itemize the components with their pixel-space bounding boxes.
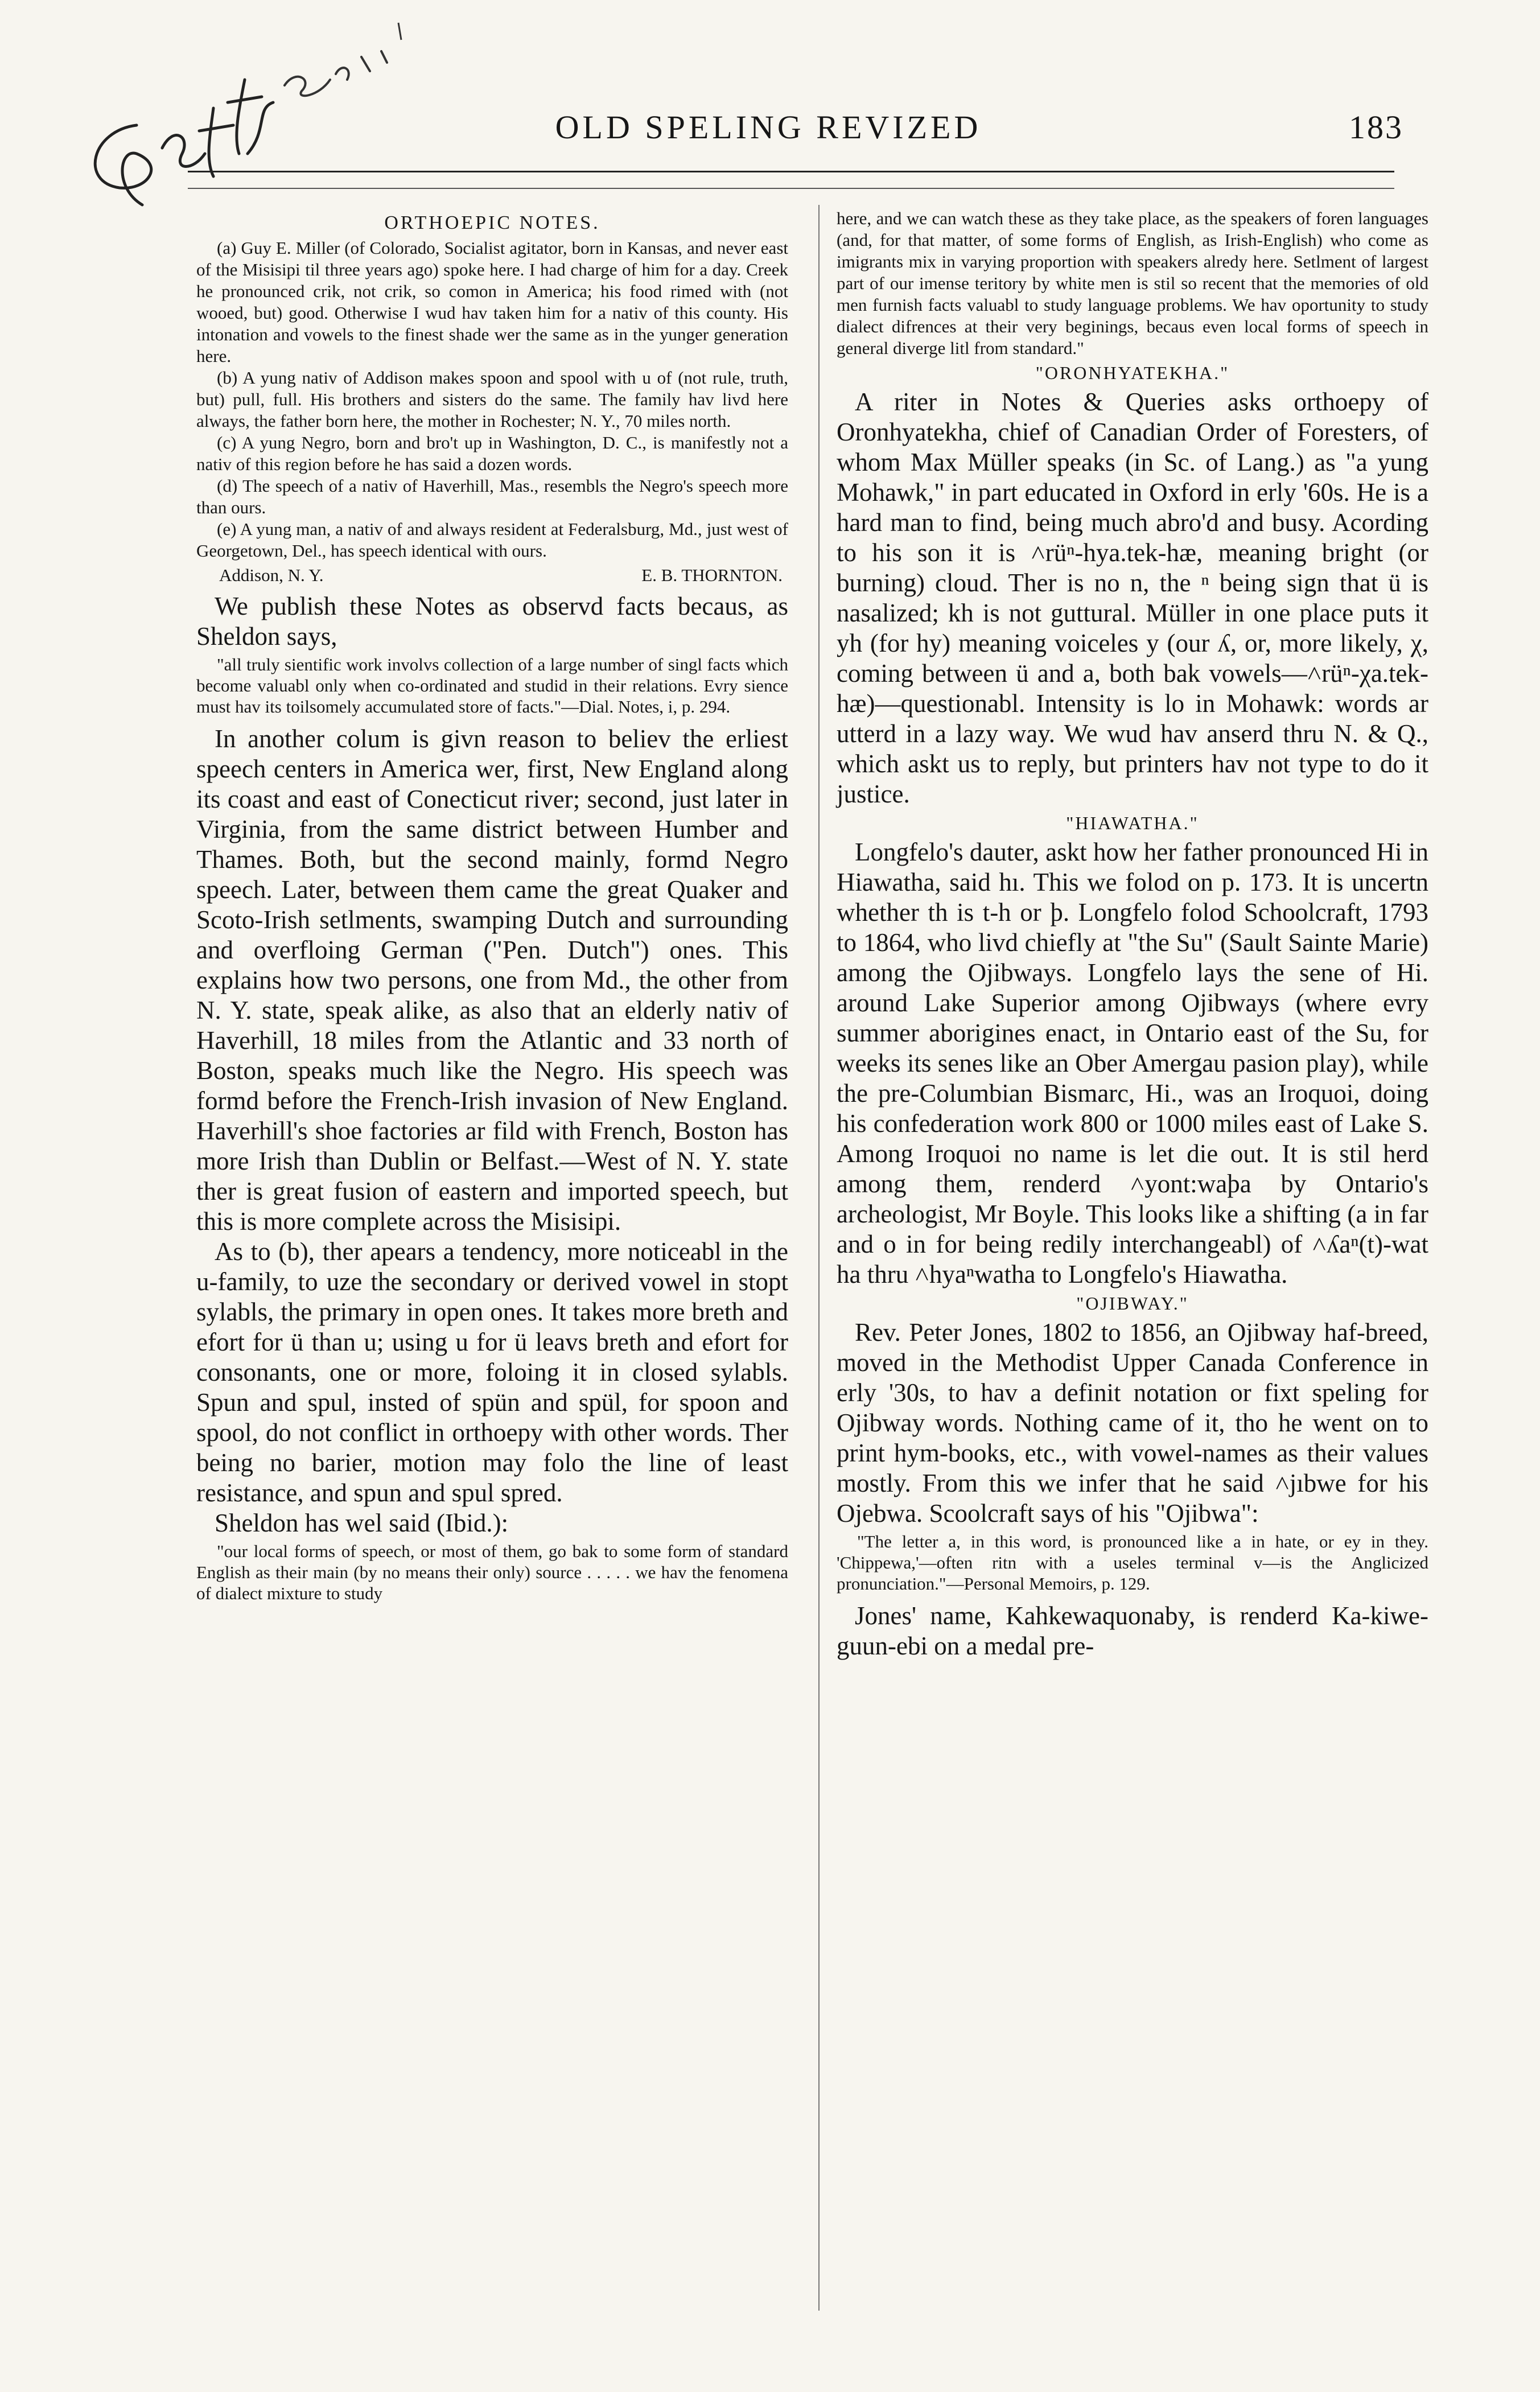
paragraph: As to (b), ther apears a tendency, more noticeabl in the u-family, to uze the secondary or derived vowel in stopt sylabls, the primary in open ones. It takes more breth and efort for ü than u; using u for ü leavs breth and efort for consonants, one or more, foloing it in closed sylabls. Spun and spul, insted of spün and spül, for spoon and spool, do not conflict in orthoepy with other words. Ther being no barier, motion may folo the line of least resistance, and spun and spul spred. xyxy=(196,1237,788,1507)
signature-name: E. B. THORNTON. xyxy=(641,565,783,585)
section-title: ORTHOEPIC NOTES. xyxy=(384,212,600,233)
running-head: OLD SPELING REVIZED xyxy=(555,109,982,146)
note-d: (d) The speech of a nativ of Haverhill, Mas., resembls the Negro's speech more than ours. xyxy=(196,476,788,517)
subhead-hiawatha: "HIAWATHA." xyxy=(1066,813,1199,833)
paragraph: Sheldon has wel said (Ibid.): xyxy=(215,1509,509,1537)
paragraph: We publish these Notes as observd facts becaus, as Sheldon says, xyxy=(196,592,788,651)
signature xyxy=(219,564,783,587)
paragraph: Jones' name, Kahkewaquonaby, is renderd Ka-kiwe-guun-ebi on a medal pre- xyxy=(837,1601,1428,1660)
handwritten-annotation xyxy=(51,17,404,222)
subhead-oronhyatekha: "ORONHYATEKHA." xyxy=(1035,363,1230,383)
note-b: (b) A yung nativ of Addison makes spoon and spool with u of (not rule, truth, but) pull, full. His brothers and sisters do the same. The family hav livd here always, the father born here, the mother in Rochester; N. Y., 70 miles north. xyxy=(196,368,788,431)
paragraph: Longfelo's dauter, askt how her father pronounced Hi in Hiawatha, said hı. This we folod on p. 173. It is uncertn whether th is t-h or þ. Longfelo folod Schoolcraft, 1793 to 1864, who livd chiefly at "the Su" (Sault Sainte Marie) among the Ojibways. Longfelo lays the sene of Hi. around Lake Superior among Ojibways (where evry summer aborigines enact, in Ontario east of the Su, for weeks its senes like an Ober Amergau pasion play), while the pre-Columbian Bismarc, Hi., was an Iroquoi, doing his confederation work 800 or 1000 miles east of Lake S. Among Iroquoi no name is let die out. It is stil herd among them, renderd ˄yont:waþa by Ontario's archeologist, Mr Boyle. This looks like a shifting (a in far and o in for being redily interchangeabl) of ˄ʎaⁿ(t)-wat ha thru ˄hyaⁿwatha to Longfelo's Hiawatha. xyxy=(837,838,1428,1288)
quote-continuation: here, and we can watch these as they take place, as the speakers of foren languages (and, for that matter, of some forms of English, as Irish-English) who come as imigrants mix in varying proportion with speakers alredy here. Setlment of largest part of our imense teritory by white men is stil so recent that the memories of old men furnish facts valuabl to study language problems. We hav oportunity to study dialect difrences at their very beginings, becaus even local forms of speech in general diverge litl from standard." xyxy=(837,208,1428,358)
column-divider xyxy=(818,205,820,2311)
paragraph: Rev. Peter Jones, 1802 to 1856, an Ojibway haf-breed, moved in the Methodist Upper Canada Conference in erly '30s, to hav a definit notation or fixt speling for Ojibway words. Nothing came of it, tho he went on to print hym-books, etc., with vowel-names as their values mostly. From this we infer that he said ˄jıbwe for his Ojebwa. Scoolcraft says of his "Ojibwa": xyxy=(837,1318,1428,1528)
right-column xyxy=(837,208,1428,1661)
header-rule xyxy=(188,171,1394,172)
note-e: (e) A yung man, a nativ of and always resident at Federalsburg, Md., just west of Georgetown, Del., has speech identical with ours. xyxy=(196,519,788,561)
note-c: (c) A yung Negro, born and bro't up in Washington, D. C., is manifestly not a nativ of this region before he has said a dozen words. xyxy=(196,433,788,474)
block-quote: "all truly sientific work involvs collection of a large number of singl facts which become valuabl only when co-ordinated and studid in their relations. Evry sience must hav its toilsomely accumulated store of facts."—Dial. Notes, i, p. 294. xyxy=(196,654,788,717)
note-a: (a) Guy E. Miller (of Colorado, Socialist agitator, born in Kansas, and never east of the Misisipi til three years ago) spoke here. I had charge of him for a day. Creek he pronounced crik, not crik, so comon in America; his food rimed with (not wooed, but) good. Otherwise I wud hav taken him for a nativ of this county. His intonation and vowels to the finest shade wer the same as in the yunger generation here. xyxy=(196,238,788,366)
paragraph: A riter in Notes & Queries asks orthoepy of Oronhyatekha, chief of Canadian Order of Foresters, of whom Max Müller speaks (in Sc. of Lang.) as "a yung Mohawk," in part educated in Oxford in erly '60s. He is a hard man to find, being much abro'd and busy. Acording to his son it is ˄rüⁿ-hya.tek-hæ, meaning bright (or burning) cloud. Ther is no n, the ⁿ being sign that ü is nasalized; kh is not guttural. Müller in one place puts it yh (for hy) meaning voiceles y (our ʎ, or, more likely, χ, coming between ü and a, both bak vowels—˄rüⁿ-χa.tek-hæ)—questionabl. Intensity is lo in Mohawk: words ar utterd in a lazy way. We wud hav anserd thru N. & Q., which askt us to reply, but printers hav not type to do it justice. xyxy=(837,388,1428,808)
paragraph: In another colum is givn reason to believ the erliest speech centers in America wer, first, New England along its coast and east of Conecticut river; second, just later in Virginia, from the same district between Humber and Thames. Both, but the second mainly, formd Negro speech. Later, between them came the great Quaker and Scoto-Irish setlments, swamping Dutch and surrounding and overfloing German ("Pen. Dutch") ones. This explains how two persons, one from Md., the other from N. Y. state, speak alike, as also that an elderly nativ of Haverhill, 18 miles from the Atlantic and 33 north of Boston, speaks much like the Negro. His speech was formd before the French-Irish invasion of New England. Haverhill's shoe factories ar fild with French, Boston has more Irish than Dublin or Belfast.—West of N. Y. state ther is great fusion of eastern and imported speech, but this is more complete across the Misisipi. xyxy=(196,724,788,1236)
subhead-ojibway: "OJIBWAY." xyxy=(1076,1293,1189,1314)
signature-place: Addison, N. Y. xyxy=(219,565,324,585)
left-column xyxy=(196,208,788,1611)
block-quote: "our local forms of speech, or most of them, go bak to some form of standard English as their main (by no means their only) source . . . . . we hav the fenomena of dialect mixture to study xyxy=(196,1541,788,1603)
header-rule-thin xyxy=(188,188,1394,189)
block-quote: "The letter a, in this word, is pronounced like a in hate, or ey in they. 'Chippewa,'—often ritn with a useles terminal v—is the Anglicized pronunciation."—Personal Memoirs, p. 129. xyxy=(837,1531,1428,1594)
page-number: 183 xyxy=(1349,109,1403,146)
